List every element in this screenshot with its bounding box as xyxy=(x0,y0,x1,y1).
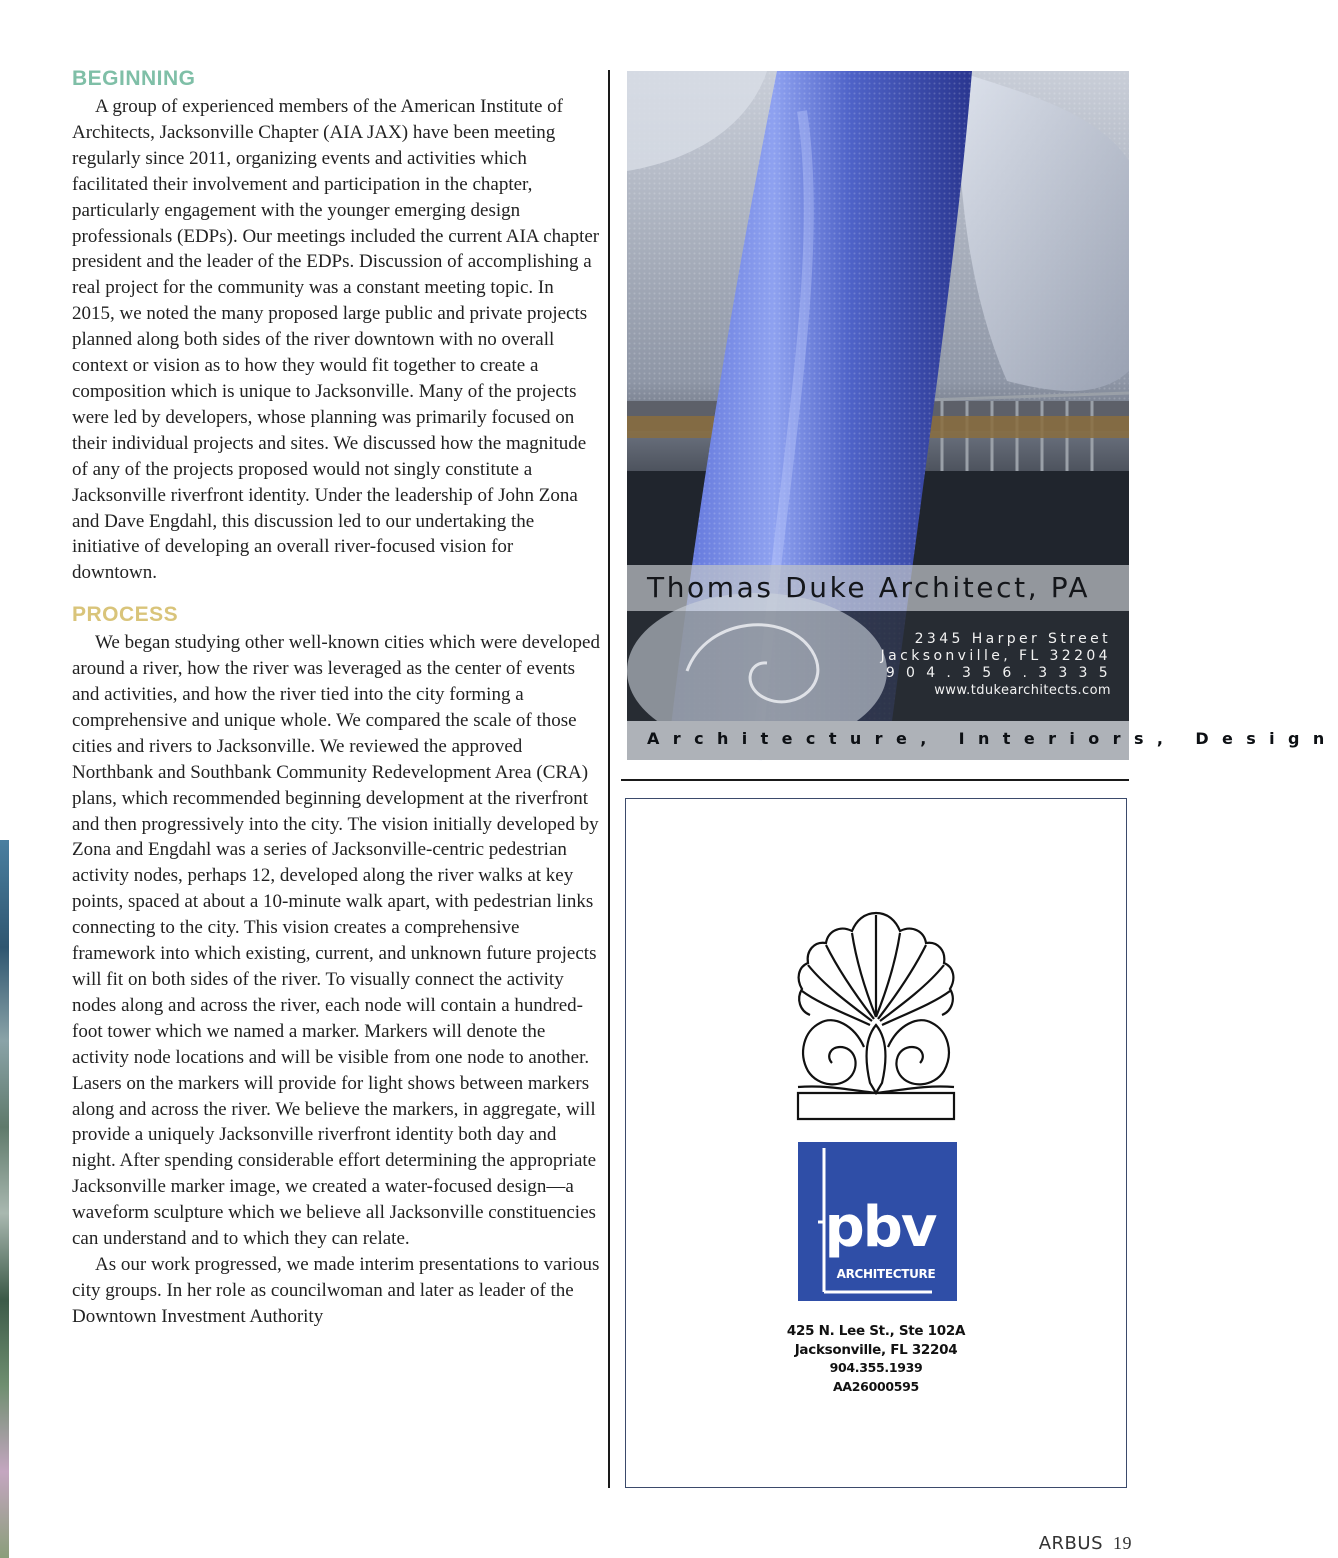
pbv-license: AA26000595 xyxy=(833,1378,919,1394)
thomas-duke-firm-name: Thomas Duke Architect, PA xyxy=(647,571,1091,604)
page-number: 19 xyxy=(1113,1533,1132,1553)
ad-separator-rule xyxy=(621,779,1129,781)
pbv-logo-subtext: ARCHITECTURE xyxy=(836,1267,936,1281)
thomas-duke-street: 2345 Harper Street xyxy=(914,631,1111,647)
thomas-duke-city: Jacksonville, FL 32204 xyxy=(880,648,1111,664)
article-column xyxy=(72,64,600,1330)
pbv-contact-block xyxy=(626,1322,1126,1396)
body-paragraph: We began studying other well-known cities which were developed around a river, how the river was leveraged as the center of events and activities, and how the river tied into the city forming a comprehensive and unique whole. We compared the scale of those cities and rivers to Jacksonville. We reviewed the approved Northbank and Southbank Community Redevelopment Area (CRA) plans, which recommended beginning development at the riverfront and then progressively into the city. The vision initially developed by Zona and Engdahl was a series of Jacksonville-centric pedestrian activity nodes, perhaps 12, developed along the river walks at key points, spaced at about a 10-minute walk apart, with pedestrian links connecting to the city. This vision creates a comprehensive framework into which existing, current, and unknown future projects will fit on both sides of the river. To visually connect the activity nodes along and across the river, each node will contain a hundred-foot tower which we named a marker. Markers will denote the activity node locations and will be visible from one node to another. Lasers on the markers will provide for light shows between markers along and across the river. We believe the markers, in aggregate, will provide a uniquely Jacksonville riverfront identity both day and night. After spending considerable effort determining the appropriate Jacksonville marker image, we created a water-focused design—a waveform sculpture which we believe all Jacksonville constituencies can understand and to which they can relate. xyxy=(72,632,600,1250)
body-paragraph: A group of experienced members of the American Institute of Architects, Jacksonville Chapter (AIA JAX) have been meeting regularly since 2011, organizing events and activities which facilitated their involvement and participation in the chapter, particularly engagement with the younger emerging design professionals (EDPs). Our meetings included the current AIA chapter president and the leader of the EDPs. Discussion of accomplishing a real project for the community was a constant meeting topic. In 2015, we noted the many proposed large public and private projects planned along both sides of the river downtown with no overall context or vision as to how they would fit together to create a composition which is unique to Jacksonville. Many of the projects were led by developers, whose planning was primarily focused on their individual projects and sites. We discussed how the magnitude of any of the projects proposed would not singly constitute a Jacksonville riverfront identity. Under the leadership of John Zona and Dave Engdahl, this discussion led to our undertaking the initiative of developing an overall river-focused vision for downtown. xyxy=(72,96,600,584)
pbv-logo xyxy=(798,1142,957,1301)
column-divider xyxy=(608,70,610,1488)
pbv-phone: 904.355.1939 xyxy=(829,1360,923,1375)
adjacent-page-photo-edge xyxy=(0,840,9,1558)
thomas-duke-advertisement xyxy=(627,71,1338,760)
thomas-duke-phone: 9 0 4 . 3 5 6 . 3 3 3 5 xyxy=(885,665,1111,681)
publication-name: ARBUS xyxy=(1038,1533,1103,1554)
body-paragraph: As our work progressed, we made interim presentations to various city groups. In her role as councilwoman and later as leader of the Downtown Investment Authority xyxy=(72,1253,600,1327)
pbv-address-line1: 425 N. Lee St., Ste 102A xyxy=(786,1323,966,1339)
page-footer xyxy=(1039,1533,1132,1554)
section-heading-process: PROCESS xyxy=(72,603,179,627)
thomas-duke-contact-block xyxy=(881,631,1111,699)
pbv-logo-wordmark: pbv xyxy=(824,1195,936,1260)
pbv-address-line2: Jacksonville, FL 32204 xyxy=(794,1341,958,1358)
thomas-duke-website: www.tdukearchitects.com xyxy=(934,683,1111,698)
pbv-logo-mark xyxy=(798,1142,957,1301)
section-heading-beginning: BEGINNING xyxy=(72,67,196,90)
anthemion-ornament-icon xyxy=(794,907,958,1125)
thomas-duke-tagline: Architecture, Interiors, Design xyxy=(647,729,1338,748)
pbv-advertisement xyxy=(625,798,1127,1488)
